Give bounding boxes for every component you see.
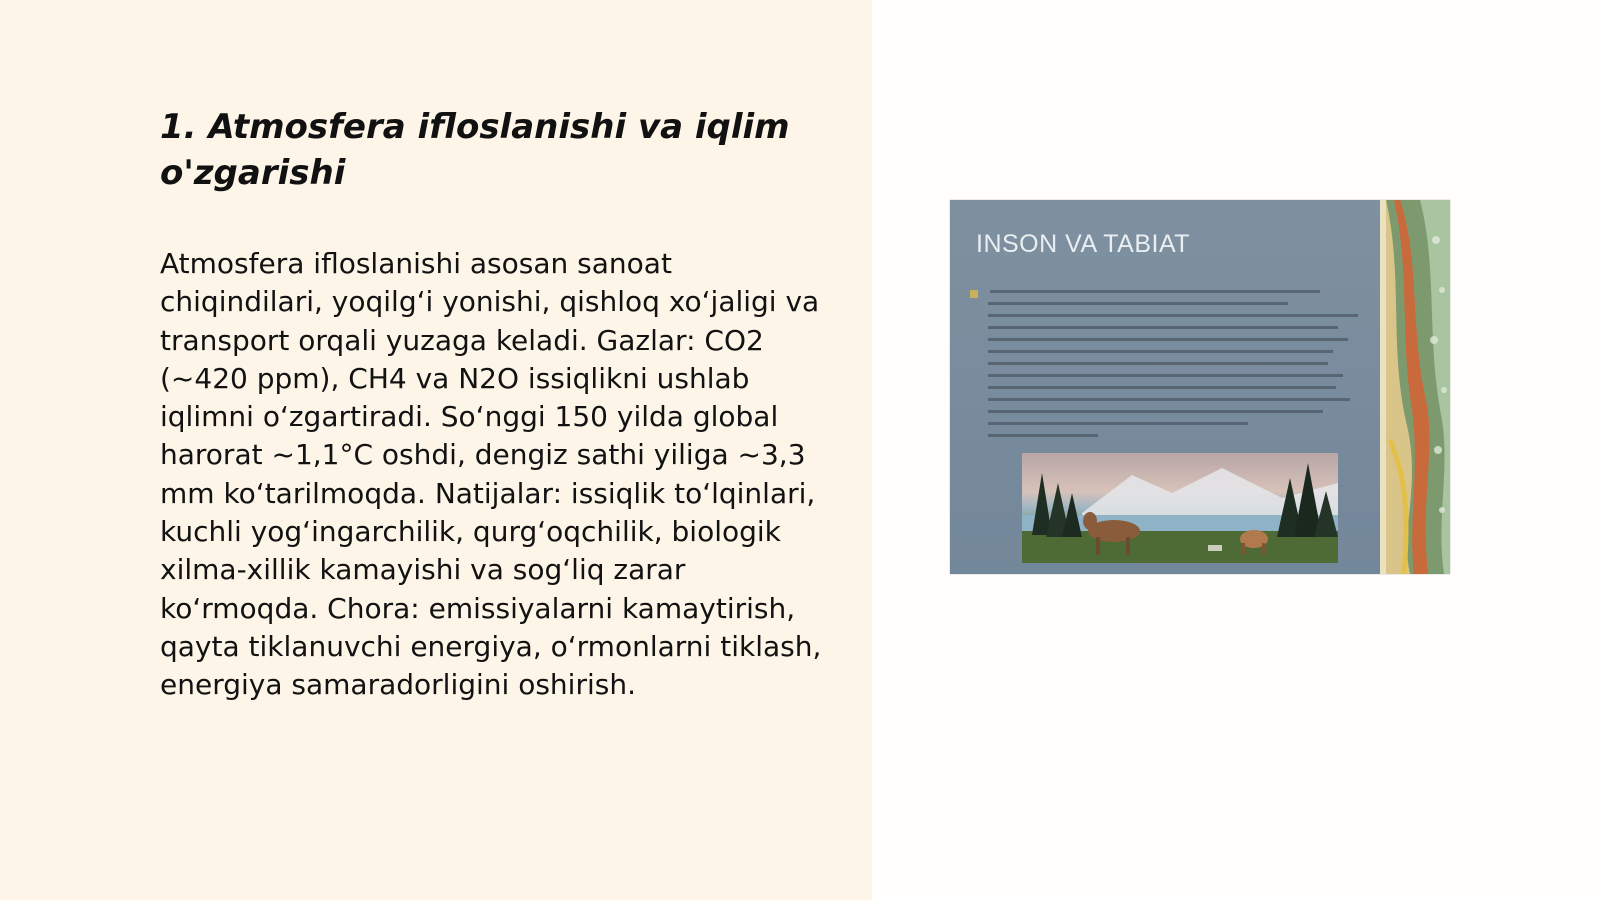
decorative-pattern <box>1380 200 1450 574</box>
slide-picture <box>950 200 1450 574</box>
slide-title: 1. Atmosfera ifloslanishi va iqlim o'zgarishi <box>160 107 790 193</box>
picture-text-line <box>988 314 1358 317</box>
picture-text-line <box>988 362 1328 365</box>
decorative-side-panel <box>1380 200 1450 574</box>
picture-text-line <box>988 410 1323 413</box>
picture-text-line <box>988 302 1288 305</box>
picture-text-line <box>988 350 1333 353</box>
picture-text-line <box>988 422 1248 425</box>
picture-text-line <box>988 398 1350 401</box>
picture-bullet-icon <box>970 290 978 298</box>
picture-text-line <box>988 326 1338 329</box>
picture-text-line <box>988 338 1348 341</box>
slide-body-text: Atmosfera ifloslanishi asosan sanoat chiqindilari, yoqilg‘i yonishi, qishloq xo‘jaligi va transport orqali yuzaga keladi. Gazlar: CO2 (~420 ppm), CH4 va N2O issiqlikni ushlab iqlimni o‘zgartiradi. So‘nggi 150 yilda global harorat ~1,1°C oshdi, dengiz sathi yiliga ~3,3 mm ko‘tarilmoqda. Natijalar: issiqlik to‘lqinlari, kuchli yog‘ingarchilik, qurg‘oqchilik, biologik xilma-xillik kamayishi va sog‘liq zarar ko‘rmoqda. Chora: emissiyalarni kamaytirish, qayta tiklanuvchi energiya, o‘rmonlarni tiklash, energiya samaradorligini oshirish. <box>160 247 822 702</box>
landscape-illustration <box>1022 453 1338 563</box>
picture-text-line <box>988 434 1098 437</box>
picture-text-line <box>990 290 1320 293</box>
picture-text-line <box>988 386 1336 389</box>
picture-text-line <box>988 374 1343 377</box>
picture-slide-area <box>950 200 1380 574</box>
landscape-photo <box>1022 453 1338 563</box>
picture-heading: INSON VA TABIAT <box>976 230 1191 258</box>
